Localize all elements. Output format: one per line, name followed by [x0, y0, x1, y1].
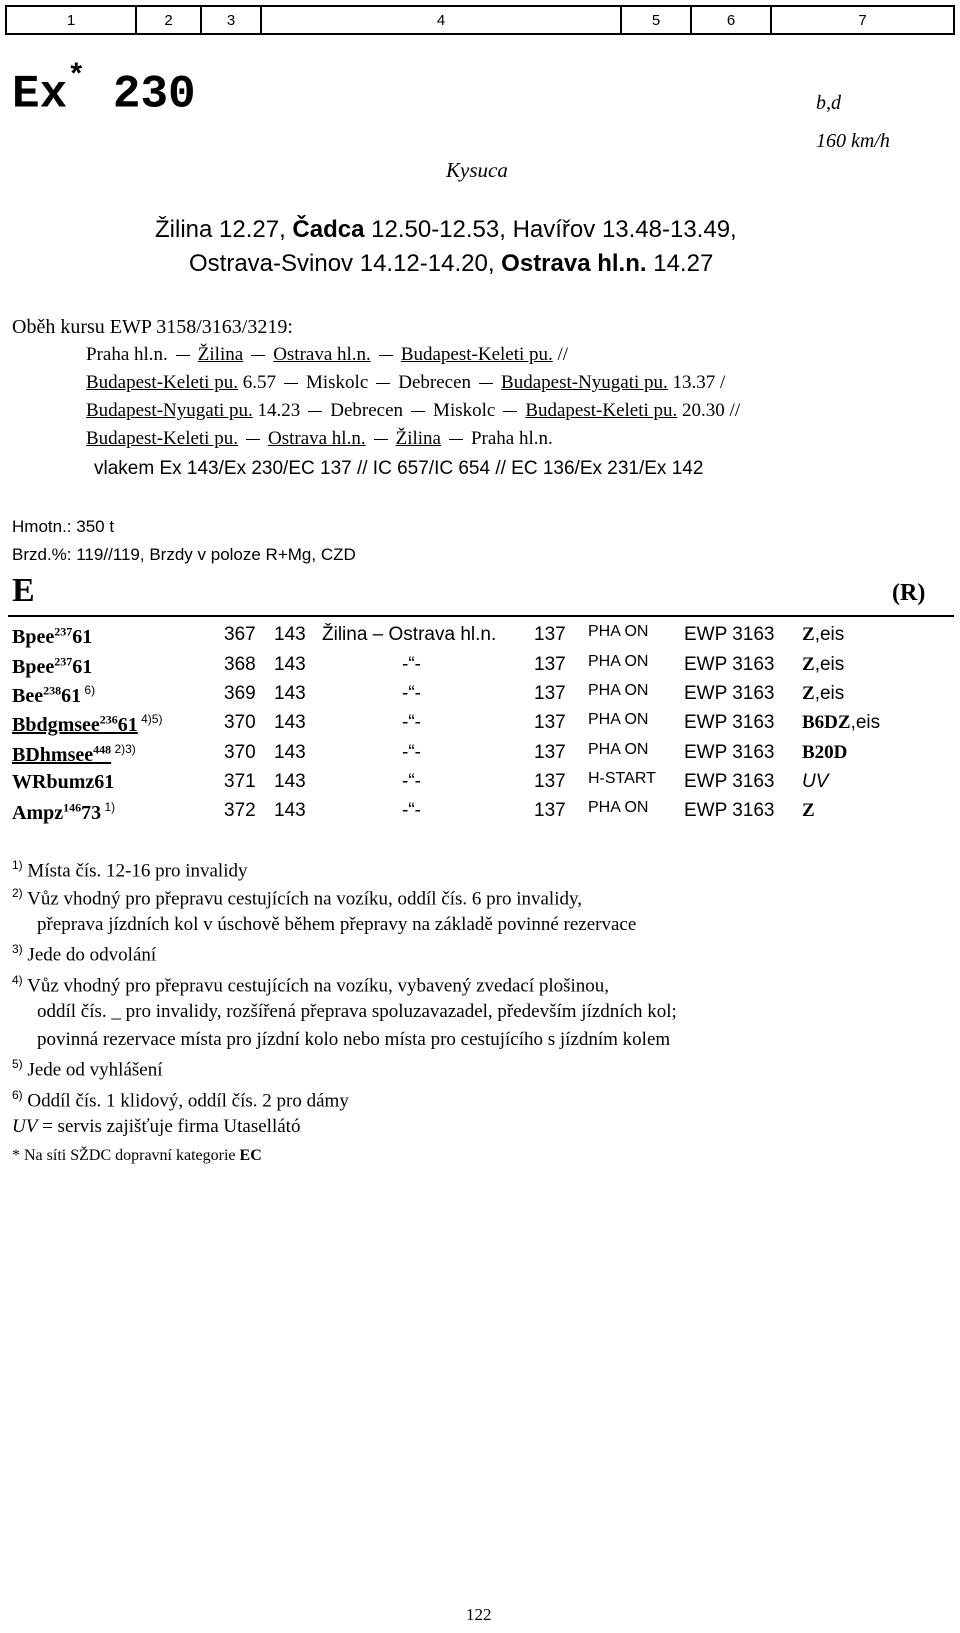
station-code: PHA ON [588, 682, 649, 699]
footnote-star: * Na síti SŽDC dopravní kategorie EC [12, 1147, 262, 1164]
route-number: 143 [274, 771, 306, 792]
car-row [12, 624, 952, 652]
car-number: 368 [224, 654, 256, 675]
route: -“- [402, 712, 421, 733]
car-row [12, 771, 952, 799]
service-codes: B6DZ,eis [802, 712, 881, 733]
train-number: 137 [534, 654, 566, 675]
brakes: Brzd.%: 119//119, Brzdy v poloze R+Mg, CZD [12, 545, 356, 564]
footnote-5: $^{5)}$ Jede od vyhlášení [12, 1057, 163, 1081]
column-1: 1 [7, 7, 137, 33]
service-codes: B20D [802, 742, 848, 763]
column-7: 7 [858, 11, 867, 29]
footnote-4-cont2: povinná rezervace místa pro jízdní kolo nebo místa pro cestujícího s jízdním kolem [37, 1029, 671, 1050]
car-type: Bpee$^{237}$61 [12, 654, 93, 678]
rotation-line-2: Budapest-Keleti pu. 6.57 Miskolc Debrecen Budapest-Nyugati pu. 13.37 / [86, 372, 726, 393]
kurs: EWP 3163 [684, 771, 775, 792]
route-number: 143 [274, 742, 306, 763]
car-row [12, 654, 952, 682]
route: Žilina – Ostrava hl.n. [322, 624, 497, 645]
kurs: EWP 3163 [684, 712, 775, 733]
route: -“- [402, 742, 421, 763]
footnote-4: $^{4)}$ Vůz vhodný pro přepravu cestujících na vozíku, vybavený zvedací plošinou, [12, 973, 610, 997]
car-type: WRbumz61 [12, 771, 115, 793]
footnote-1: $^{1)}$ Místa čís. 12-16 pro invalidy [12, 858, 248, 882]
station-code: H-START [588, 770, 656, 787]
train-category-info: b,d [816, 92, 841, 114]
route-number: 143 [274, 654, 306, 675]
car-type: Bbdgmsee$^{236}$61 $^{4)5)}$ [12, 712, 163, 736]
service-codes: Z [802, 800, 815, 821]
car-number: 371 [224, 771, 256, 792]
kurs: EWP 3163 [684, 742, 775, 763]
footnote-2: $^{2)}$ Vůz vhodný pro přepravu cestujících na vozíku, oddíl čís. 6 pro invalidy, [12, 886, 583, 910]
service-codes: UV [802, 771, 829, 792]
column-5: 5 [622, 7, 692, 33]
route: -“- [402, 800, 421, 821]
page-number: 122 [466, 1605, 492, 1624]
station-code: PHA ON [588, 711, 649, 728]
column-6: 6 [692, 7, 772, 33]
rotation-title: Oběh kursu EWP 3158/3163/3219: [12, 316, 293, 338]
car-number: 370 [224, 742, 256, 763]
train-number: 137 [534, 712, 566, 733]
station-code: PHA ON [588, 623, 649, 640]
footnote-6: $^{6)}$ Oddíl čís. 1 klidový, oddíl čís. 2 pro dámy [12, 1088, 349, 1112]
weight: Hmotn.: 350 t [12, 517, 115, 536]
route-number: 143 [274, 800, 306, 821]
car-number: 369 [224, 683, 256, 704]
column-header [5, 5, 955, 35]
rotation-line-1: Praha hl.n. Žilina Ostrava hl.n. Budapest-Keleti pu. // [86, 344, 569, 365]
service-codes: Z,eis [802, 624, 845, 645]
car-row [12, 683, 952, 711]
station-code: PHA ON [588, 741, 649, 758]
train-name: Kysuca [446, 158, 508, 182]
service-codes: Z,eis [802, 683, 845, 704]
column-4: 4 [262, 7, 622, 33]
schedule-line-1: Žilina 12.27, Čadca 12.50-12.53, Havířov 13.48-13.49, [155, 216, 737, 243]
car-row [12, 712, 952, 740]
train-star: * [67, 60, 86, 94]
kurs: EWP 3163 [684, 624, 775, 645]
footnote-4-cont: oddíl čís. _ pro invalidy, rozšířená přeprava spoluzavazadel, především jízdních kol; [37, 1001, 677, 1022]
route-number: 143 [274, 683, 306, 704]
train-number: 137 [534, 742, 566, 763]
route-number: 143 [274, 712, 306, 733]
rotation-line-3: Budapest-Nyugati pu. 14.23 Debrecen Miskolc Budapest-Keleti pu. 20.30 // [86, 400, 741, 421]
rotation-line-4: Budapest-Keleti pu. Ostrava hl.n. Žilina Praha hl.n. [86, 428, 553, 449]
column-2: 2 [137, 7, 202, 33]
route: -“- [402, 771, 421, 792]
train-number: 137 [534, 800, 566, 821]
footnote-uv: UV = servis zajišťuje firma Utasellátó [12, 1116, 301, 1137]
station-code: PHA ON [588, 799, 649, 816]
train-number: 137 [534, 771, 566, 792]
section-right-label: (R) [892, 580, 926, 606]
car-number: 372 [224, 800, 256, 821]
kurs: EWP 3163 [684, 683, 775, 704]
rotation-trains: vlakem Ex 143/Ex 230/EC 137 // IC 657/IC 654 // EC 136/Ex 231/Ex 142 [94, 458, 704, 479]
car-type: Ampz$^{146}$73 $^{1)}$ [12, 800, 116, 824]
car-type: Bee$^{238}$61 $^{6)}$ [12, 683, 96, 707]
kurs: EWP 3163 [684, 800, 775, 821]
section-rule [8, 615, 954, 617]
train-number: 137 [534, 624, 566, 645]
kurs: EWP 3163 [684, 654, 775, 675]
car-type: Bpee$^{237}$61 [12, 624, 93, 648]
train-speed: 160 km/h [816, 130, 890, 152]
train-number: 230 [112, 68, 196, 121]
car-type: BDhmsee$^{448}$ $^{2)3)}$ [12, 742, 136, 766]
car-row [12, 800, 952, 828]
section-label: E [12, 572, 35, 609]
route-number: 143 [274, 624, 306, 645]
column-3: 3 [202, 7, 262, 33]
footnote-2-cont: přeprava jízdních kol v úschově během přepravy na základě povinné rezervace [37, 914, 637, 935]
car-number: 370 [224, 712, 256, 733]
train-number: 137 [534, 683, 566, 704]
car-row [12, 742, 952, 770]
car-number: 367 [224, 624, 256, 645]
footnote-3: $^{3)}$ Jede do odvolání [12, 942, 157, 966]
route: -“- [402, 683, 421, 704]
train-title [12, 60, 196, 121]
route: -“- [402, 654, 421, 675]
station-code: PHA ON [588, 653, 649, 670]
train-category: Ex [12, 68, 68, 121]
schedule-line-2: Ostrava-Svinov 14.12-14.20, Ostrava hl.n. 14.27 [189, 250, 714, 277]
service-codes: Z,eis [802, 654, 845, 675]
